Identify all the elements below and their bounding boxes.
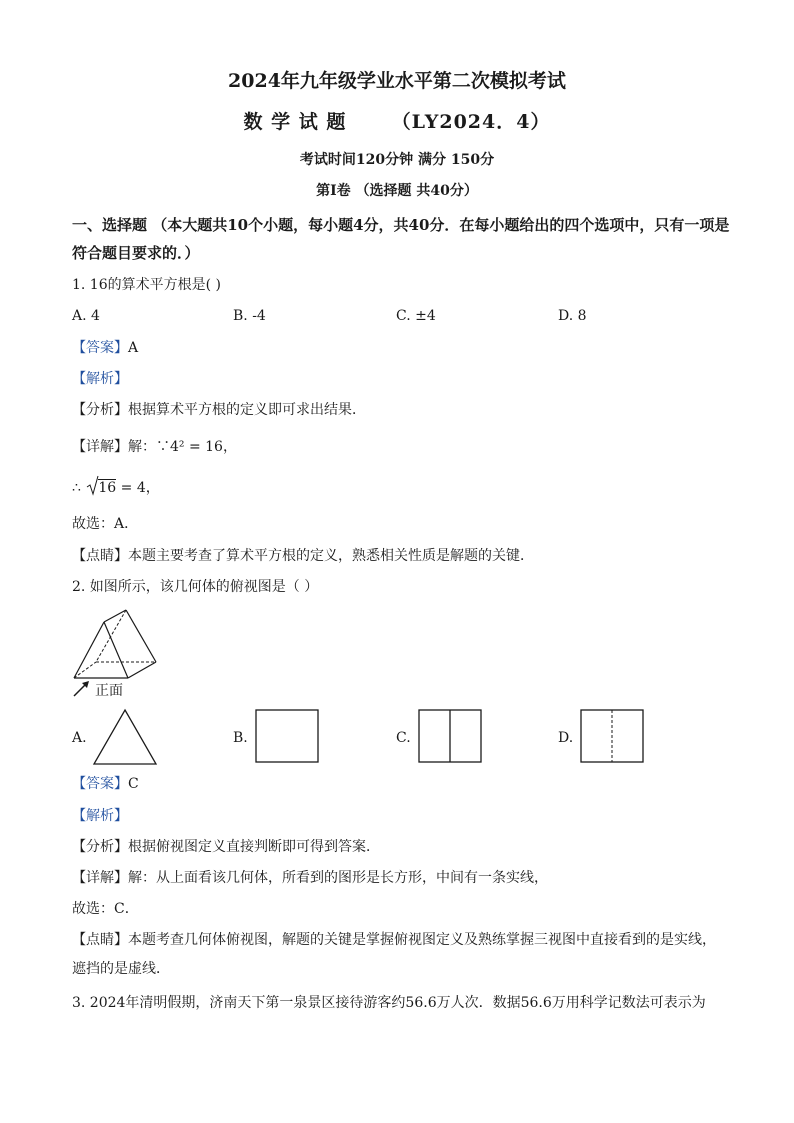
subtitle-main: 数 学 试 题: [243, 111, 347, 133]
q1-xiangjie-line: [72, 438, 237, 456]
q2-xiangjie-line: [72, 869, 548, 887]
q1-option-a: A. 4: [72, 308, 100, 324]
q1-xiangjie-a: 解：∵: [128, 439, 170, 455]
part-heading: 第Ⅰ卷 （选择题 共40分）: [316, 183, 478, 199]
fenxi-tag: 【分析】: [72, 839, 128, 855]
exam-info: 考试时间120分钟 满分 150分: [299, 152, 495, 168]
q2-xiangjie: 解：从上面看该几何体，所看到的图形是长方形，中间有一条实线，: [128, 870, 548, 886]
q1-therefore-line: [72, 479, 160, 497]
q1-dianjing: 本题主要考查了算术平方根的定义，熟悉相关性质是解题的关键．: [128, 548, 534, 564]
q1-analysis-tag: 【解析】: [72, 371, 128, 387]
q2-stem: 2. 如图所示，该几何体的俯视图是（ ）: [72, 579, 319, 595]
xiangjie-tag: 【详解】: [72, 870, 128, 886]
q2-answer-line: [72, 775, 139, 793]
q2-answer: C: [128, 776, 139, 792]
q1-equation: 4² = 16，: [170, 439, 237, 455]
q1-option-b: B. -4: [233, 308, 266, 324]
front-label: 正面: [95, 683, 123, 699]
triangle-view-icon: [92, 709, 158, 765]
dianjing-tag: 【点睛】: [72, 932, 128, 948]
q1-choice: 故选：A．: [72, 516, 139, 532]
q2-fenxi: 根据俯视图定义直接判断即可得到答案．: [128, 839, 380, 855]
q2-fenxi-line: [72, 838, 380, 856]
xiangjie-tag: 【详解】: [72, 439, 128, 455]
q2-option-d-label: D.: [558, 730, 574, 746]
q1-option-c: C. ±4: [396, 308, 436, 324]
rectangle-view-icon: [255, 709, 319, 763]
dianjing-tag: 【点睛】: [72, 548, 128, 564]
rectangle-solid-line-view-icon: [418, 709, 482, 763]
exam-subtitle: [0, 113, 794, 131]
q2-analysis-tag: 【解析】: [72, 808, 128, 824]
q3-stem: 3. 2024年清明假期，济南天下第一泉景区接待游客约56.6万人次．数据56.6万用科学记数法可表示为: [72, 995, 706, 1011]
therefore-symbol: ∴: [72, 480, 81, 496]
q1-answer-line: [72, 339, 138, 357]
answer-tag: 【答案】: [72, 340, 128, 356]
sqrt-sign-icon: [87, 476, 99, 496]
exam-title: 2024年九年级学业水平第二次模拟考试: [228, 70, 566, 92]
q2-option-b-label: B.: [233, 730, 248, 746]
sqrt-radicand: 16: [98, 480, 117, 496]
q2-dianjing: 本题考查几何体俯视图，解题的关键是掌握俯视图定义及熟练掌握三视图中直接看到的是实线，遮挡的是虚线．: [72, 932, 716, 977]
q1-option-d: D. 8: [558, 308, 587, 324]
q1-fenxi-line: [72, 401, 366, 419]
q2-dianjing-line: [72, 926, 728, 984]
q2-choice: 故选：C．: [72, 901, 139, 917]
q2-option-c-label: C.: [396, 730, 411, 746]
answer-tag: 【答案】: [72, 776, 128, 792]
fenxi-tag: 【分析】: [72, 402, 128, 418]
subtitle-code: （LY2024．4）: [391, 111, 551, 133]
q1-answer: A: [128, 340, 139, 356]
q1-stem: 1. 16的算术平方根是( ): [72, 277, 221, 293]
q1-fenxi: 根据算术平方根的定义即可求出结果．: [128, 402, 366, 418]
sqrt-expression: [87, 479, 116, 497]
q2-option-a-label: A.: [72, 730, 87, 746]
rectangle-dashed-line-view-icon: [580, 709, 644, 763]
sqrt-result: = 4，: [120, 480, 160, 496]
section-heading: 一、选择题 （本大题共10个小题，每小题4分，共40分．在每小题给出的四个选项中，只有一项是符合题目要求的．）: [72, 216, 730, 262]
q1-dianjing-line: [72, 547, 534, 565]
